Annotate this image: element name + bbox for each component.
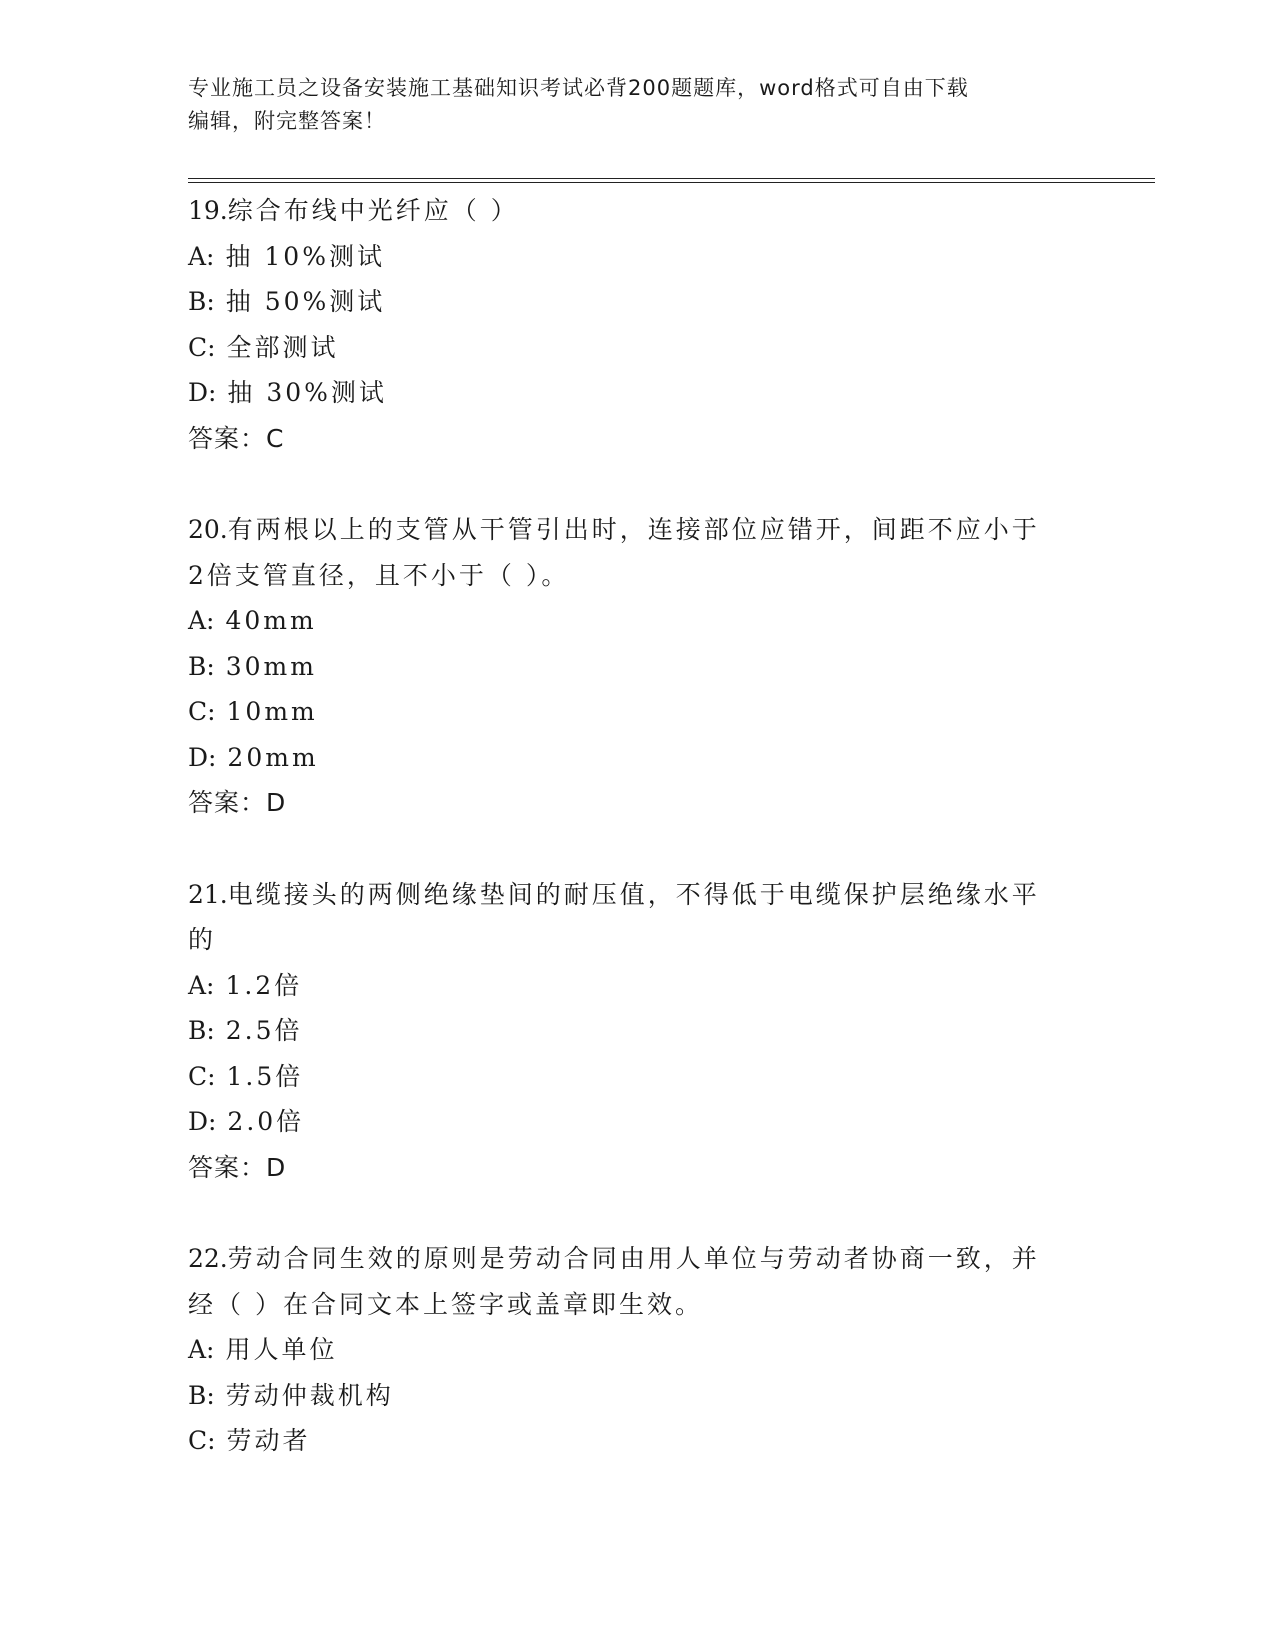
header-line-1: 专业施工员之设备安装施工基础知识考试必背200题题库，word格式可自由下载 [188, 76, 969, 100]
option-text: 2.5倍 [225, 1016, 303, 1045]
option-text: 1.2倍 [225, 970, 303, 1000]
option-text: 用人单位 [225, 1335, 338, 1364]
option-letter: A: [188, 606, 215, 635]
question-20 [188, 507, 1088, 826]
option-letter: D: [188, 378, 217, 407]
option-letter: B: [188, 1016, 215, 1045]
answer-label: 答案： [188, 1152, 267, 1182]
option-a [188, 963, 1088, 1009]
question-text-line: 有两根以上的支管从干管引出时，连接部位应错开，间距不应小于 [227, 515, 1040, 544]
question-title [188, 872, 1088, 918]
option-letter: A: [188, 970, 215, 1000]
option-c [188, 325, 1088, 371]
answer-label: 答案： [188, 423, 267, 453]
question-title-continuation: 的 [188, 925, 217, 954]
question-number: 21. [188, 879, 228, 909]
option-letter: D: [188, 742, 217, 772]
question-text-line: 电缆接头的两侧绝缘垫间的耐压值，不得低于电缆保护层绝缘水平 [227, 879, 1040, 909]
question-22 [188, 1236, 1088, 1464]
option-text: 抽 10%测试 [225, 241, 385, 271]
option-d [188, 735, 1088, 781]
option-letter: B: [188, 287, 215, 316]
question-list [188, 188, 1088, 1510]
option-a [188, 1327, 1088, 1373]
answer-line [188, 780, 1088, 826]
question-title [188, 188, 1088, 234]
option-letter: D: [188, 1107, 217, 1136]
question-title-continuation: 2倍支管直径，且不小于（ ）。 [188, 560, 570, 590]
option-text: 20mm [227, 742, 319, 772]
option-letter: A: [188, 1335, 215, 1364]
answer-value: D [266, 788, 287, 817]
question-title [188, 1236, 1088, 1282]
option-a [188, 234, 1088, 280]
header-line-2: 编辑，附完整答案！ [188, 109, 386, 133]
option-text: 30mm [225, 651, 317, 681]
option-text: 1.5倍 [226, 1061, 304, 1091]
header-divider-top [188, 178, 1155, 179]
option-d [188, 1099, 1088, 1145]
option-text: 2.0倍 [227, 1107, 305, 1136]
option-letter: B: [188, 1380, 215, 1410]
option-text: 抽 50%测试 [225, 287, 386, 316]
option-letter: A: [188, 241, 215, 271]
question-21 [188, 872, 1088, 1191]
option-letter: C: [188, 1061, 216, 1091]
option-text: 40mm [225, 606, 317, 635]
option-letter: B: [188, 651, 215, 681]
question-19 [188, 188, 1088, 461]
question-title-continuation: 经（ ）在合同文本上签字或盖章即生效。 [188, 1289, 703, 1319]
option-letter: C: [188, 332, 216, 362]
answer-label: 答案： [188, 788, 267, 817]
option-text: 抽 30%测试 [227, 378, 387, 407]
question-number: 22. [188, 1244, 228, 1273]
option-letter: C: [188, 697, 216, 726]
question-text-line: 综合布线中光纤应（ ） [227, 196, 519, 225]
answer-value: C [266, 423, 285, 453]
question-title [188, 507, 1088, 553]
option-b [188, 1373, 1088, 1419]
question-text-line: 劳动合同生效的原则是劳动合同由用人单位与劳动者协商一致，并 [227, 1244, 1040, 1273]
question-number: 19. [188, 196, 228, 225]
option-text: 10mm [226, 697, 318, 726]
answer-line [188, 1145, 1088, 1191]
option-b [188, 279, 1088, 325]
question-number: 20. [188, 515, 228, 544]
document-header [188, 72, 1088, 138]
option-b [188, 644, 1088, 690]
option-a [188, 598, 1088, 644]
option-c [188, 1418, 1088, 1464]
answer-line [188, 416, 1088, 462]
option-letter: C: [188, 1426, 216, 1455]
header-divider-bottom [188, 182, 1155, 183]
option-text: 全部测试 [226, 332, 339, 362]
option-text: 劳动仲裁机构 [225, 1380, 394, 1410]
option-b [188, 1008, 1088, 1054]
option-c [188, 689, 1088, 735]
option-d [188, 370, 1088, 416]
option-text: 劳动者 [226, 1426, 311, 1455]
option-c [188, 1054, 1088, 1100]
answer-value: D [266, 1152, 287, 1182]
